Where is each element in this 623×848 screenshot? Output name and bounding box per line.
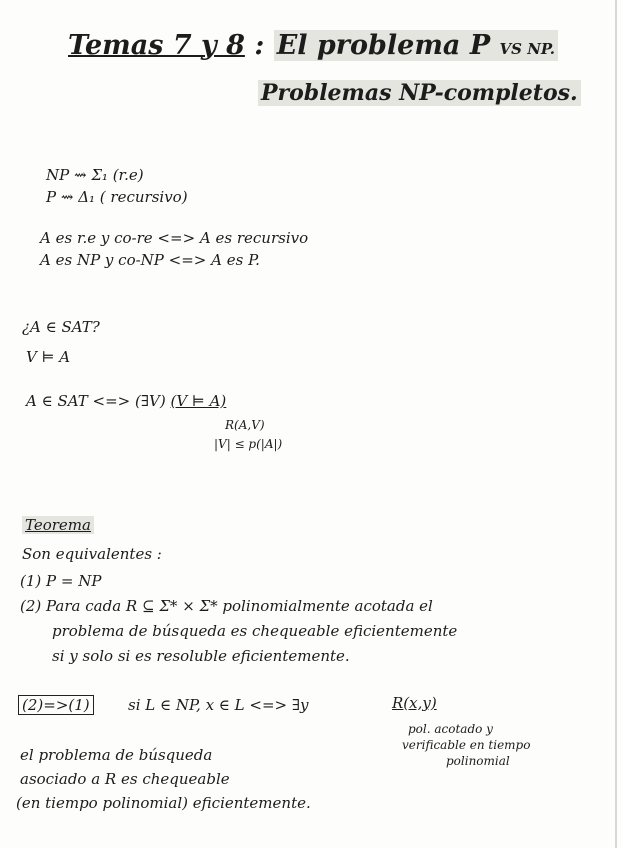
title-separator: : [254,30,265,61]
title-topics: Temas 7 y 8 [68,30,245,61]
sat-question: ¿A ∈ SAT? [22,318,100,336]
page-subtitle [258,80,581,106]
class-p: P ⇝ Δ₁ ( recursivo) [46,188,188,206]
theorem-item-1: (1) P = NP [20,572,102,590]
sat-bound: |V| ≤ p(|A|) [214,437,283,451]
proof-statement: si L ∈ NP, x ∈ L <=> ∃y [128,696,309,714]
sat-predicate: (V ⊨ A) [170,392,227,410]
class-np: NP ⇝ Σ₁ (r.e) [46,166,144,184]
equivalence-recursive: A es r.e y co-re <=> A es recursivo [40,229,309,247]
sat-relation: R(A,V) [225,418,265,432]
proof-paragraph-3: (en tiempo polinomial) eficientemente. [16,794,311,812]
proof-direction-box: (2)=>(1) [18,695,94,715]
sat-definition-left: A ∈ SAT <=> (∃V) [26,392,166,410]
sat-model: V ⊨ A [26,348,71,366]
theorem-item-2: (2) Para cada R ⊆ Σ* × Σ* polinomialmente acotada el [20,597,433,615]
theorem-item-2-cont: problema de búsqueda es chequeable eficientemente [52,622,458,640]
proof-relation-text: R(x,y) [392,694,437,712]
proof-relation [392,694,437,712]
theorem-intro: Son equivalentes : [22,545,162,563]
sat-definition [26,392,226,410]
title-main [274,30,558,61]
theorem-heading-text: Teorema [22,516,94,534]
title-main-text: El problema P [276,30,491,61]
proof-note-1: pol. acotado y [408,722,493,736]
proof-paragraph-2: asociado a R es chequeable [20,770,230,788]
proof-note-2: verificable en tiempo [402,738,531,752]
page-edge [615,0,617,848]
title-vs: VS NP. [499,40,555,58]
proof-paragraph-1: el problema de búsqueda [20,746,213,764]
proof-direction [18,696,94,714]
page-title [68,30,558,61]
equivalence-np-p: A es NP y co-NP <=> A es P. [40,251,260,269]
proof-note-3: polinomial [446,754,510,768]
theorem-heading [22,516,94,534]
theorem-item-2-end: si y solo si es resoluble eficientemente. [52,647,350,665]
subtitle-text: Problemas NP-completos. [258,80,581,106]
